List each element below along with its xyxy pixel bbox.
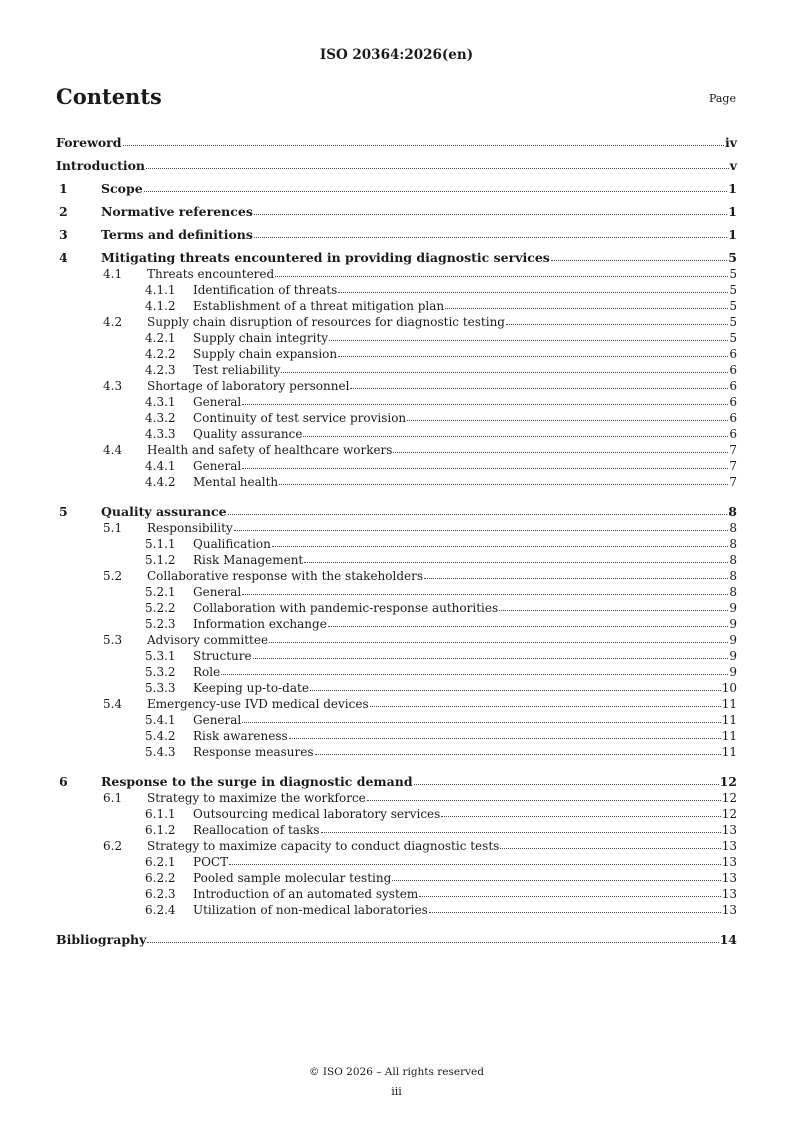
toc-leader-dots xyxy=(506,324,728,325)
toc-leader-dots xyxy=(338,292,728,293)
toc-entry[interactable] xyxy=(56,329,737,345)
toc-entry-number: 5.2.1 xyxy=(145,585,176,599)
toc-entry-number: 5.2.3 xyxy=(145,617,176,631)
toc-entry-page: 13 xyxy=(721,887,737,901)
toc-leader-dots xyxy=(350,388,728,389)
toc-entry-title: Responsibility xyxy=(147,521,233,535)
toc-entry-page: 11 xyxy=(721,729,737,743)
toc-entry-title: Risk awareness xyxy=(193,729,288,743)
toc-entry-title: Health and safety of healthcare workers xyxy=(147,443,393,457)
toc-entry-page: 5 xyxy=(729,299,737,313)
toc-entry-page: 10 xyxy=(721,681,737,695)
toc-leader-dots xyxy=(144,191,728,192)
toc-entry-title: Pooled sample molecular testing xyxy=(193,871,392,885)
toc-entry-number: 4 xyxy=(59,250,68,265)
toc-entry[interactable] xyxy=(56,853,737,869)
toc-entry-title: Keeping up-to-date xyxy=(193,681,309,695)
toc-entry-title: Qualification xyxy=(193,537,271,551)
toc-entry[interactable] xyxy=(56,219,737,242)
toc-entry-page: 9 xyxy=(729,649,737,663)
toc-entry[interactable] xyxy=(56,535,737,551)
toc-entry[interactable] xyxy=(56,711,737,727)
toc-entry-title: Collaboration with pandemic-response authorities xyxy=(193,601,499,615)
toc-entry-number: 1 xyxy=(59,181,68,196)
toc-leader-dots xyxy=(146,168,729,169)
toc-leader-dots xyxy=(445,308,728,309)
toc-entry-title: Risk Management xyxy=(193,553,304,567)
page-number: iii xyxy=(391,1085,402,1098)
toc-entry-page: 5 xyxy=(729,283,737,297)
toc-entry[interactable] xyxy=(56,313,737,329)
toc-entry-page: 8 xyxy=(729,553,737,567)
toc-entry-page: 11 xyxy=(721,745,737,759)
toc-entry[interactable] xyxy=(56,127,737,150)
toc-entry[interactable] xyxy=(56,901,737,917)
toc-entry[interactable] xyxy=(56,567,737,583)
toc-entry-number: 4.2.2 xyxy=(145,347,176,361)
copyright-footer: © ISO 2026 – All rights reserved xyxy=(309,1066,484,1078)
toc-leader-dots xyxy=(551,260,727,261)
toc-leader-dots xyxy=(393,452,728,453)
toc-entry-title: Utilization of non-medical laboratories xyxy=(193,903,428,917)
toc-entry-page: 5 xyxy=(728,250,737,265)
toc-leader-dots xyxy=(272,546,728,547)
toc-entry-number: 6.2.3 xyxy=(145,887,176,901)
toc-entry-page: 6 xyxy=(729,363,737,377)
toc-leader-dots xyxy=(242,468,728,469)
toc-leader-dots xyxy=(370,706,721,707)
toc-entry[interactable] xyxy=(56,196,737,219)
toc-entry[interactable] xyxy=(56,743,737,759)
toc-leader-dots xyxy=(321,832,721,833)
toc-entry-title: Foreword xyxy=(56,135,122,150)
toc-entry-page: 7 xyxy=(729,459,737,473)
toc-entry-page: 8 xyxy=(728,504,737,519)
toc-entry-title: Mitigating threats encountered in providing diagnostic services xyxy=(101,250,550,265)
toc-leader-dots xyxy=(500,848,720,849)
toc-entry-number: 4.4.1 xyxy=(145,459,176,473)
toc-entry-number: 4.2.1 xyxy=(145,331,176,345)
toc-entry-page: 8 xyxy=(729,537,737,551)
toc-entry-title: Quality assurance xyxy=(193,427,303,441)
toc-entry[interactable] xyxy=(56,242,737,265)
toc-entry-page: v xyxy=(729,158,737,173)
toc-entry-page: 6 xyxy=(729,379,737,393)
toc-leader-dots xyxy=(392,880,720,881)
toc-entry[interactable] xyxy=(56,281,737,297)
toc-entry-number: 5.1.2 xyxy=(145,553,176,567)
toc-entry-title: Emergency-use IVD medical devices xyxy=(147,697,369,711)
toc-entry-page: 8 xyxy=(729,521,737,535)
toc-entry-page: 12 xyxy=(721,807,737,821)
toc-entry-number: 6.2.4 xyxy=(145,903,176,917)
toc-leader-dots xyxy=(424,578,728,579)
toc-leader-dots xyxy=(275,276,728,277)
toc-entry-number: 5.4.1 xyxy=(145,713,176,727)
toc-entry-title: POCT xyxy=(193,855,229,869)
toc-leader-dots xyxy=(441,816,720,817)
page-title: Contents xyxy=(56,84,162,109)
toc-entry-title: General xyxy=(193,585,242,599)
toc-entry[interactable] xyxy=(56,551,737,567)
toc-entry[interactable] xyxy=(56,297,737,313)
toc-entry-title: Supply chain integrity xyxy=(193,331,329,345)
toc-entry[interactable] xyxy=(56,805,737,821)
toc-entry-number: 6.1.1 xyxy=(145,807,176,821)
toc-entry-number: 5.3.2 xyxy=(145,665,176,679)
toc-entry-page: 9 xyxy=(729,665,737,679)
toc-entry-number: 6.1 xyxy=(103,791,123,805)
toc-entry[interactable] xyxy=(56,679,737,695)
toc-entry[interactable] xyxy=(56,885,737,901)
toc-entry-title: Mental health xyxy=(193,475,279,489)
toc-entry-page: iv xyxy=(724,135,737,150)
toc-entry-title: Threats encountered xyxy=(147,267,275,281)
toc-entry-page: 1 xyxy=(728,227,737,242)
toc-entry[interactable] xyxy=(56,345,737,361)
toc-entry-number: 6.2.1 xyxy=(145,855,176,869)
toc-entry-title: Bibliography xyxy=(56,932,147,947)
toc-entry-title: Shortage of laboratory personnel xyxy=(147,379,350,393)
toc-entry-title: Continuity of test service provision xyxy=(193,411,407,425)
toc-entry-title: Collaborative response with the stakeholders xyxy=(147,569,424,583)
toc-entry[interactable] xyxy=(56,473,737,489)
toc-entry[interactable] xyxy=(56,496,737,519)
toc-entry-title: Establishment of a threat mitigation plan xyxy=(193,299,445,313)
toc-entry[interactable] xyxy=(56,924,737,947)
toc-entry-number: 4.1.1 xyxy=(145,283,176,297)
toc-leader-dots xyxy=(228,514,728,515)
toc-entry-title: Strategy to maximize capacity to conduct diagnostic tests xyxy=(147,839,500,853)
toc-entry-number: 4.4 xyxy=(103,443,123,457)
toc-entry-title: Outsourcing medical laboratory services xyxy=(193,807,441,821)
toc-entry-page: 5 xyxy=(729,331,737,345)
toc-entry-number: 4.3.1 xyxy=(145,395,176,409)
toc-entry-title: Identification of threats xyxy=(193,283,338,297)
toc-entry-page: 13 xyxy=(721,839,737,853)
toc-entry-title: Structure xyxy=(193,649,252,663)
toc-leader-dots xyxy=(242,722,720,723)
toc-entry-number: 4.1.2 xyxy=(145,299,176,313)
toc-entry-title: Response to the surge in diagnostic demand xyxy=(101,774,413,789)
toc-entry-number: 4.3.2 xyxy=(145,411,176,425)
toc-entry-number: 4.3 xyxy=(103,379,123,393)
toc-entry-page: 6 xyxy=(729,347,737,361)
toc-entry-number: 5.3.1 xyxy=(145,649,176,663)
toc-leader-dots xyxy=(234,530,729,531)
toc-entry-number: 5.4.2 xyxy=(145,729,176,743)
toc-entry[interactable] xyxy=(56,265,737,281)
toc-entry[interactable] xyxy=(56,663,737,679)
toc-leader-dots xyxy=(229,864,721,865)
toc-leader-dots xyxy=(254,214,727,215)
toc-leader-dots xyxy=(254,237,727,238)
toc-entry[interactable] xyxy=(56,393,737,409)
toc-entry-page: 5 xyxy=(729,267,737,281)
toc-entry-page: 5 xyxy=(729,315,737,329)
toc-entry-page: 13 xyxy=(721,903,737,917)
toc-entry-page: 11 xyxy=(721,713,737,727)
toc-entry-page: 6 xyxy=(729,427,737,441)
toc-leader-dots xyxy=(242,594,728,595)
toc-entry-number: 3 xyxy=(59,227,68,242)
toc-entry-number: 6.2 xyxy=(103,839,123,853)
toc-leader-dots xyxy=(310,690,721,691)
toc-entry-page: 13 xyxy=(721,855,737,869)
page-column-label: Page xyxy=(708,92,736,105)
toc-entry-title: Supply chain disruption of resources for diagnostic testing xyxy=(147,315,505,329)
toc-entry-number: 4.2 xyxy=(103,315,123,329)
toc-entry-number: 6.2.2 xyxy=(145,871,176,885)
toc-entry[interactable] xyxy=(56,519,737,535)
toc-entry-number: 2 xyxy=(59,204,68,219)
toc-entry-number: 4.1 xyxy=(103,267,123,281)
toc-gap xyxy=(56,489,737,496)
toc-entry-number: 5.2.2 xyxy=(145,601,176,615)
toc-entry-number: 5.4.3 xyxy=(145,745,176,759)
toc-entry[interactable] xyxy=(56,695,737,711)
toc-entry-title: Strategy to maximize the workforce xyxy=(147,791,366,805)
toc-gap xyxy=(56,759,737,766)
toc-leader-dots xyxy=(414,784,719,785)
toc-entry[interactable] xyxy=(56,647,737,663)
toc-leader-dots xyxy=(303,436,728,437)
toc-entry-page: 12 xyxy=(721,791,737,805)
toc-entry-page: 12 xyxy=(719,774,737,789)
toc-entry-page: 6 xyxy=(729,411,737,425)
toc-entry-title: Response measures xyxy=(193,745,314,759)
toc-entry-title: Quality assurance xyxy=(101,504,227,519)
toc-leader-dots xyxy=(304,562,728,563)
toc-leader-dots xyxy=(123,145,724,146)
toc-entry-number: 5.3 xyxy=(103,633,123,647)
toc-entry-number: 6.1.2 xyxy=(145,823,176,837)
toc-entry-title: Scope xyxy=(101,181,143,196)
toc-entry[interactable] xyxy=(56,361,737,377)
toc-leader-dots xyxy=(328,626,729,627)
toc-entry-title: General xyxy=(193,459,242,473)
table-of-contents xyxy=(56,127,737,947)
toc-entry-number: 6 xyxy=(59,774,68,789)
toc-entry-number: 5.3.3 xyxy=(145,681,176,695)
toc-entry-number: 4.3.3 xyxy=(145,427,176,441)
toc-entry-number: 5.4 xyxy=(103,697,123,711)
toc-entry-page: 6 xyxy=(729,395,737,409)
toc-entry-page: 13 xyxy=(721,871,737,885)
toc-entry[interactable] xyxy=(56,599,737,615)
toc-entry-page: 1 xyxy=(728,204,737,219)
toc-entry-title: Test reliability xyxy=(193,363,281,377)
toc-leader-dots xyxy=(315,754,721,755)
toc-entry-page: 14 xyxy=(719,932,737,947)
toc-entry-title: Normative references xyxy=(101,204,253,219)
toc-leader-dots xyxy=(289,738,721,739)
toc-entry-number: 5 xyxy=(59,504,68,519)
toc-entry-page: 7 xyxy=(729,475,737,489)
toc-entry[interactable] xyxy=(56,766,737,789)
toc-entry[interactable] xyxy=(56,837,737,853)
toc-entry-number: 5.1 xyxy=(103,521,123,535)
toc-leader-dots xyxy=(367,800,721,801)
toc-entry[interactable] xyxy=(56,425,737,441)
toc-leader-dots xyxy=(499,610,728,611)
toc-entry[interactable] xyxy=(56,615,737,631)
toc-leader-dots xyxy=(338,356,728,357)
toc-entry[interactable] xyxy=(56,441,737,457)
toc-entry-title: Information exchange xyxy=(193,617,327,631)
toc-entry-page: 9 xyxy=(729,633,737,647)
toc-leader-dots xyxy=(419,896,720,897)
toc-entry-title: General xyxy=(193,395,242,409)
toc-entry-title: Supply chain expansion xyxy=(193,347,338,361)
toc-entry-page: 13 xyxy=(721,823,737,837)
toc-entry-page: 8 xyxy=(729,569,737,583)
toc-entry-page: 8 xyxy=(729,585,737,599)
toc-entry[interactable] xyxy=(56,583,737,599)
toc-entry[interactable] xyxy=(56,409,737,425)
toc-leader-dots xyxy=(242,404,728,405)
toc-leader-dots xyxy=(429,912,721,913)
toc-entry-title: Role xyxy=(193,665,221,679)
toc-entry[interactable] xyxy=(56,869,737,885)
toc-entry-number: 4.2.3 xyxy=(145,363,176,377)
toc-leader-dots xyxy=(253,658,729,659)
toc-entry[interactable] xyxy=(56,631,737,647)
toc-entry[interactable] xyxy=(56,377,737,393)
toc-entry-number: 5.2 xyxy=(103,569,123,583)
toc-gap xyxy=(56,917,737,924)
toc-entry-page: 11 xyxy=(721,697,737,711)
toc-entry-number: 5.1.1 xyxy=(145,537,176,551)
toc-leader-dots xyxy=(269,642,728,643)
toc-entry-page: 9 xyxy=(729,601,737,615)
toc-entry-title: Introduction xyxy=(56,158,146,173)
toc-leader-dots xyxy=(221,674,728,675)
toc-leader-dots xyxy=(147,942,718,943)
toc-entry-page: 1 xyxy=(728,181,737,196)
toc-entry[interactable] xyxy=(56,727,737,743)
toc-leader-dots xyxy=(279,484,728,485)
toc-entry[interactable] xyxy=(56,173,737,196)
toc-entry[interactable] xyxy=(56,457,737,473)
toc-leader-dots xyxy=(329,340,728,341)
toc-entry-number: 4.4.2 xyxy=(145,475,176,489)
toc-entry-title: Advisory committee xyxy=(147,633,269,647)
toc-entry[interactable] xyxy=(56,789,737,805)
toc-leader-dots xyxy=(281,372,728,373)
toc-entry-title: Reallocation of tasks xyxy=(193,823,320,837)
toc-entry-title: Terms and definitions xyxy=(101,227,253,242)
toc-entry-title: Introduction of an automated system xyxy=(193,887,419,901)
toc-entry-page: 9 xyxy=(729,617,737,631)
toc-entry[interactable] xyxy=(56,821,737,837)
document-header: ISO 20364:2026(en) xyxy=(319,47,474,63)
toc-leader-dots xyxy=(407,420,728,421)
toc-entry-title: General xyxy=(193,713,242,727)
toc-entry[interactable] xyxy=(56,150,737,173)
toc-entry-page: 7 xyxy=(729,443,737,457)
